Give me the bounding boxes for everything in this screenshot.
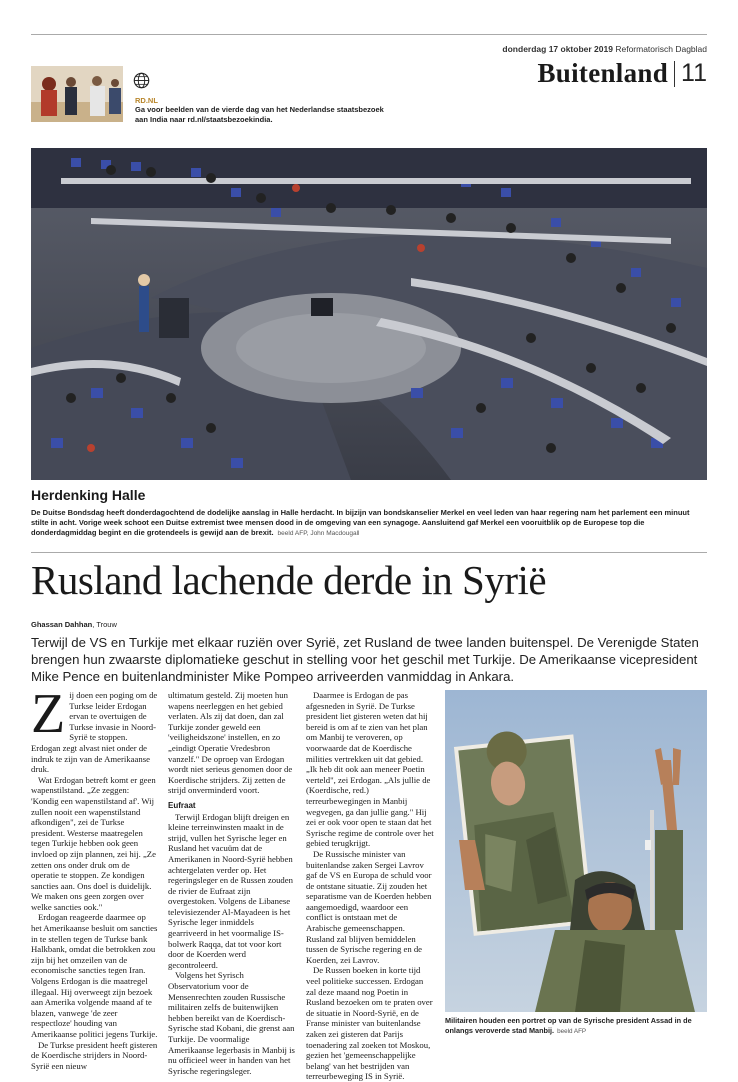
paragraph: De Russen boeken in korte tijd veel politieke successen. Erdogan zal deze maand nog Poetin in Rusland bezoeken om te praten over de situatie in Noord-Syrië, en de Franse minister van buitenlandse zaken zei gisteren dat Parijs toenadering zal zoeken tot Moskou, gezien het 'gemeenschappelijke belang' van het bestrijden van terreurbeweging IS in Syrië. [306, 965, 433, 1082]
section-divider [674, 61, 675, 87]
masthead-paper: Reformatorisch Dagblad [615, 44, 707, 54]
paragraph: De Turkse president heeft gisteren de Koerdische strijders in Noord-Syrië een nieuw [31, 1039, 158, 1071]
photo-credit: beeld AFP, John Macdougall [277, 530, 360, 537]
page-number: 11 [681, 59, 707, 87]
promo-text[interactable]: Ga voor beelden van de vierde dag van het Nederlandse staatsbezoek aan India naar rd.nl/staatsbezoekindia. [135, 105, 384, 124]
top-rule [31, 34, 707, 35]
paragraph: ultimatum gesteld. Zij moeten hun wapens neerleggen en het gebied verlaten. Als zij dat doen, dan zal Turkije zonder geweld een 'veiligheidszone' instellen, en zo „eindigt Operatie Vredesbron vanzelf." De oproep van Erdogan wordt niet serieus genomen door de Koerdische strijders. Zij zetten de strijd onverminderd voort. [168, 690, 293, 796]
paragraph: Daarmee is Erdogan de pas afgesneden in Syrië. De Turkse president liet gisteren weten dat hij bereid is om af te zien van het plan om Manbij te veroveren, op voorwaarde dat de Koerdische milities vertrekken uit dat gebied. „Ik heb dit ook aan meneer Poetin verteld", zei Erdogan. „Als jullie de (Koerdische, red.) terreurbewegingen in Manbij wegvegen, ga dan jullie gang." Hij zei er ook voor open te staan dat het Syrische regime de controle over het gebied terugkrijgt. [306, 690, 434, 849]
side-photo-manbij [445, 690, 707, 1012]
byline [31, 620, 117, 629]
article-intro: Terwijl de VS en Turkije met elkaar ruziën over Syrië, zet Rusland de twee landen buitenspel. De Verenigde Staten brengen hun zwaarste diplomatieke geschut in stelling voor het geschil met Turkije. De Amerikaanse vicepresident Mike Pence en buitenlandminister Mike Pompeo arriveerden vanmiddag in Ankara. [31, 635, 699, 684]
photo-caption [31, 508, 707, 539]
paragraph: Erdogan reageerde daarmee op het Amerikaanse besluit om sancties in te stellen tegen de Turkse bank Halkbank, omdat die betrokken zou zijn bij het omzeilen van de economische sancties tegen Iran. Volgens Erdogan is die maatregel illegaal. Hij overweegt zijn bezoek aan Amerika volgende maand af te blazen, vanwege 'de zeer respectloze' houding van Amerikaanse politici jegens Turkije. [31, 912, 158, 1039]
section-header [537, 58, 707, 89]
side-photo-credit: beeld AFP [557, 1027, 587, 1035]
side-photo-caption-text: Militairen houden een portret op van de Syrische president Assad in de onlangs veroverde stad Manbij. [445, 1016, 692, 1035]
promo-thumbnail[interactable] [31, 66, 123, 122]
photo-headline: Herdenking Halle [31, 487, 146, 503]
masthead-date: donderdag 17 oktober 2019 [502, 44, 613, 54]
photo-caption-text: De Duitse Bondsdag heeft donderdagochtend de dodelijke aanslag in Halle herdacht. In bijzijn van bondskanselier Merkel en veel leden van haar regering nam het parlement een minuut stilte in acht. Vorige week schoot een Duitse extremist twee mensen dood in de omgeving van een synagoge. Aansluitend gaf Merkel een vooruitblik op de Europese top die donderdagmiddag begint en die grotendeels is gewijd aan de brexit. [31, 508, 690, 537]
article-headline: Rusland lachende derde in Syrië [31, 557, 547, 603]
subheading: Eufraat [168, 800, 196, 810]
globe-icon [133, 72, 150, 89]
byline-source: , Trouw [92, 620, 117, 629]
dropcap: Z [31, 683, 66, 745]
section-name: Buitenland [537, 58, 669, 88]
side-photo-caption [445, 1016, 707, 1036]
article-column-3 [306, 690, 434, 1082]
paragraph: Volgens het Syrisch Observatorium voor de Mensenrechten zouden Russische militairen zelfs de buitenwijken hebben bereikt van de Koerdisch-Syrische stad Kobani, die grenst aan Turkije. De voormalige Amerikaanse legerbasis in Manbij is nu officieel weer in handen van het Syrische regeringsleger. [168, 970, 295, 1076]
paragraph: Terwijl Erdogan blijft dreigen en kleine terreinwinsten maakt in de strijd, vullen het Syrische leger en Rusland het vacuüm dat de Amerikanen in Noord-Syrië hebben achtergelaten verder op. Het regeringsleger en de Russen zouden de rivier de Eufraat zijn overgestoken. Volgens de Libanese televisiezender Al-Mayadeen is het Syrische leger inmiddels gearriveerd in het voormalige IS-bolwerk Raqqa, dat tot voor kort door de Koerden werd gecontroleerd. [168, 811, 293, 970]
paragraph: Wat Erdogan betreft komt er geen wapenstilstand. „Ze zeggen: 'Kondig een wapenstilstand af'. Wij zullen nooit een wapenstilstand afkondigen", zei de Turkse president. Westerse maatregelen tegen Turkije hebben ook geen invloed op zijn plannen, zei hij. „Ze zetten ons onder druk om de operatie te stoppen. Ze kondigen sancties aan. Ons doel is duidelijk. We maken ons geen zorgen over welke sancties ook." [31, 774, 156, 912]
article-rule [31, 552, 707, 553]
main-photo-bundestag [31, 148, 707, 480]
paragraph: ij doen een poging om de Turkse leider Erdogan ervan te overtuigen de Turkse invasie in Noord-Syrië te stoppen. Erdogan zegt alvast niet onder de indruk te zijn van de Amerikaanse druk. [31, 690, 158, 775]
masthead-date-line [502, 44, 707, 54]
promo-tag[interactable]: RD.NL [135, 96, 158, 105]
article-column-2 [168, 690, 295, 1076]
article-column-1 [31, 683, 158, 1071]
byline-author: Ghassan Dahhan [31, 620, 93, 629]
paragraph: De Russische minister van buitenlandse zaken Sergei Lavrov gaf de VS en Europa de schuld voor de ontstane situatie. Zij zouden het separatisme van de Koerden hebben aangemoedigd, waardoor een conflict is ontstaan met de Arabische gemeenschappen. Rusland zal blijven bemiddelen tussen de Syrische regering en de Koerden, zei Lavrov. [306, 848, 432, 965]
